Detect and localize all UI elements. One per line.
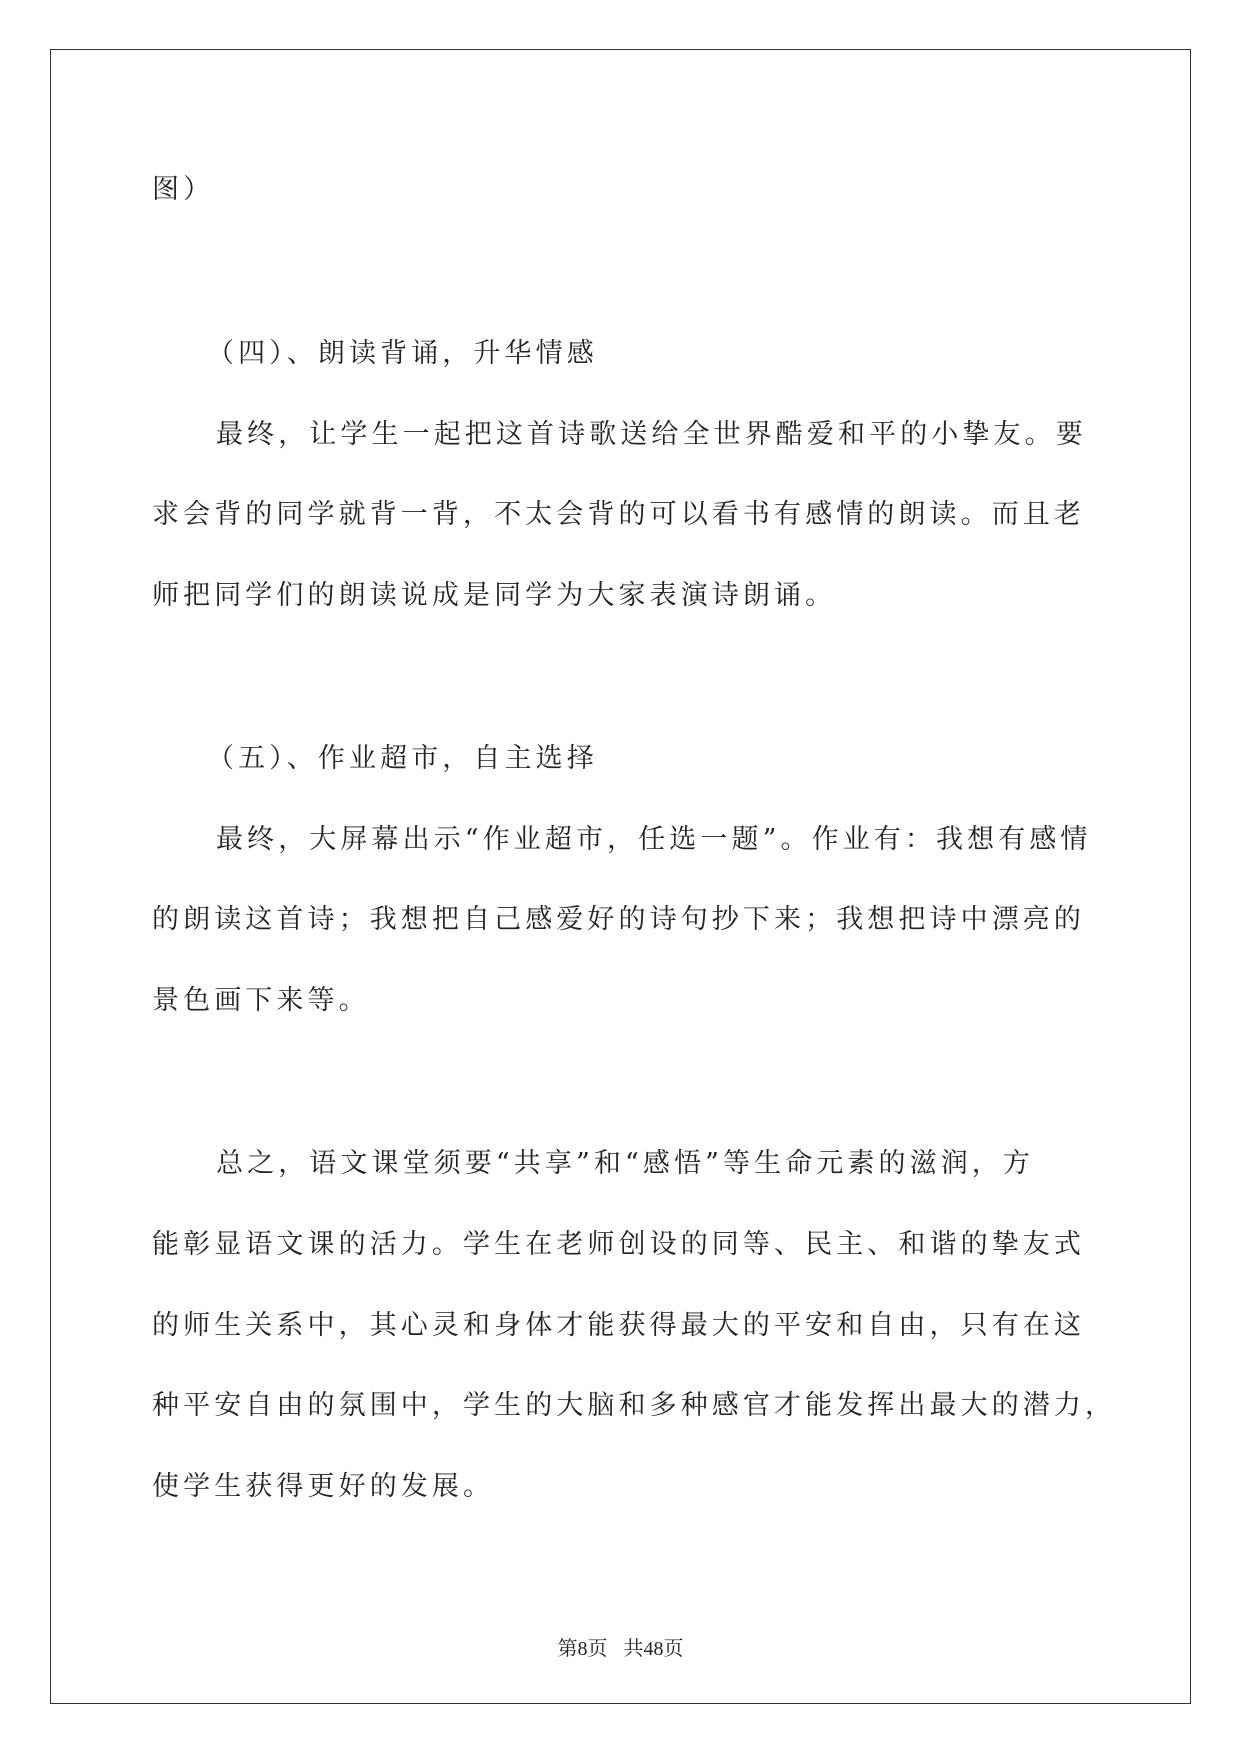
- section-heading-4: （四）、朗读背诵，升华情感: [207, 338, 598, 369]
- paragraph-line: 最终，让学生一起把这首诗歌送给全世界酷爱和平的小挚友。要: [216, 419, 1087, 450]
- section-heading-5: （五）、作业超市，自主选择: [207, 743, 598, 774]
- paragraph-line: 总之，语文课堂须要“共享”和“感悟”等生命元素的滋润，方: [216, 1148, 1035, 1179]
- paragraph-line: 最终，大屏幕出示“作业超市，任选一题”。作业有：我想有感情: [216, 824, 1092, 855]
- paragraph-line: 的师生关系中，其心灵和身体才能获得最大的平安和自由，只有在这: [152, 1310, 1085, 1341]
- page-border: [50, 49, 1191, 1704]
- paragraph-line: 景色画下来等。: [152, 985, 370, 1016]
- paragraph-line: 的朗读这首诗；我想把自己感爱好的诗句抄下来；我想把诗中漂亮的: [152, 904, 1085, 935]
- paragraph-line: 种平安自由的氛围中，学生的大脑和多种感官才能发挥出最大的潜力，: [152, 1390, 1117, 1421]
- paragraph-line: 师把同学们的朗读说成是同学为大家表演诗朗诵。: [152, 580, 837, 611]
- text-line-continuation: 图）: [152, 174, 215, 205]
- page-number: 第8页: [557, 1638, 608, 1660]
- paragraph-line: 求会背的同学就背一背，不太会背的可以看书有感情的朗读。而且老: [152, 499, 1085, 530]
- paragraph-line: 能彰显语文课的活力。学生在老师创设的同等、民主、和谐的挚友式: [152, 1229, 1085, 1260]
- page-footer: [0, 1635, 1241, 1663]
- paragraph-line: 使学生获得更好的发展。: [152, 1471, 495, 1502]
- page-total: 共48页: [623, 1638, 684, 1660]
